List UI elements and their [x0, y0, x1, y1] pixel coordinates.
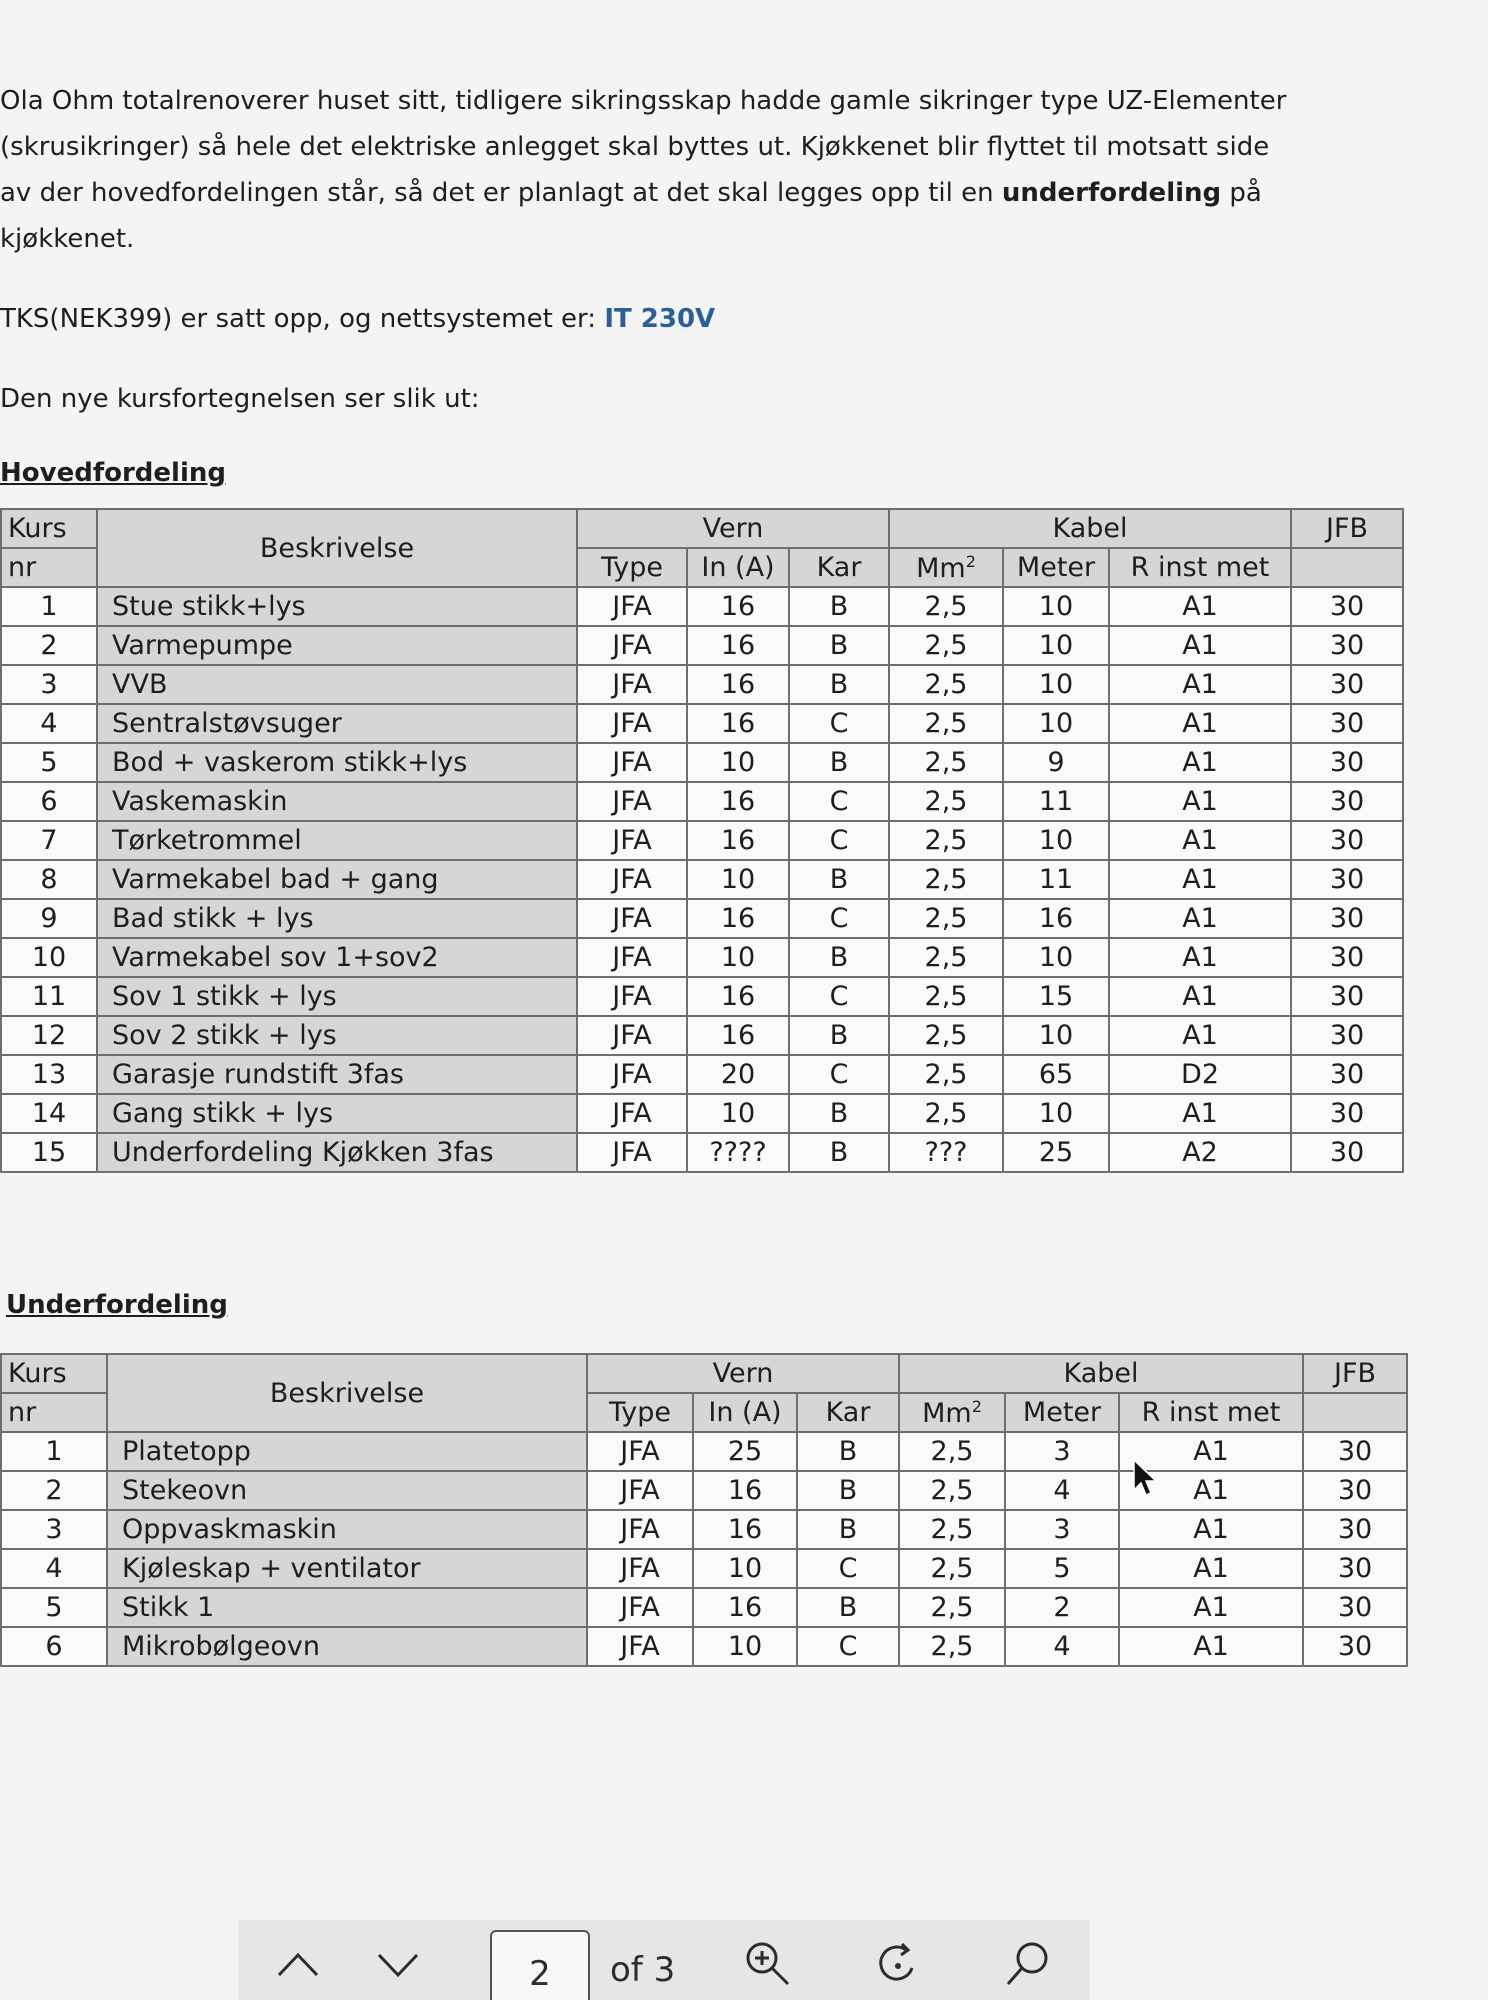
cell-in: 16 [687, 899, 789, 938]
cell-meter: 10 [1003, 704, 1109, 743]
cell-beskrivelse: Tørketrommel [97, 821, 577, 860]
cell-type: JFA [577, 1133, 687, 1172]
cell-type: JFA [577, 1055, 687, 1094]
header-kabel: Kabel [889, 509, 1291, 548]
cell-beskrivelse: Varmekabel sov 1+sov2 [97, 938, 577, 977]
cell-mm: 2,5 [889, 821, 1003, 860]
cell-mm: 2,5 [899, 1510, 1005, 1549]
header-rinst: R inst met [1119, 1393, 1303, 1432]
header-nr: nr [1, 1393, 107, 1432]
rotate-icon [872, 1938, 924, 1990]
header-kabel: Kabel [899, 1354, 1303, 1393]
cell-mm: 2,5 [899, 1627, 1005, 1666]
cell-meter: 4 [1005, 1471, 1119, 1510]
cell-beskrivelse: Varmepumpe [97, 626, 577, 665]
cell-mm: 2,5 [889, 782, 1003, 821]
cell-type: JFA [587, 1627, 693, 1666]
cell-in: ???? [687, 1133, 789, 1172]
cell-jfb: 30 [1291, 860, 1403, 899]
underfordeling-heading: Underfordeling [6, 1290, 228, 1320]
table-row [1, 1588, 1407, 1627]
cell-mm: 2,5 [889, 860, 1003, 899]
cell-kar: C [789, 782, 889, 821]
cell-meter: 10 [1003, 1094, 1109, 1133]
cell-type: JFA [587, 1471, 693, 1510]
cell-jfb: 30 [1291, 665, 1403, 704]
cell-kurs-nr: 1 [1, 587, 97, 626]
table-row [1, 743, 1403, 782]
cell-meter: 3 [1005, 1432, 1119, 1471]
cell-rinst: D2 [1109, 1055, 1291, 1094]
table-header-row [1, 509, 1403, 548]
cell-type: JFA [577, 899, 687, 938]
cell-meter: 16 [1003, 899, 1109, 938]
cell-in: 16 [693, 1471, 797, 1510]
cell-kar: B [789, 860, 889, 899]
table-row [1, 665, 1403, 704]
cell-kurs-nr: 9 [1, 899, 97, 938]
cell-beskrivelse: Garasje rundstift 3fas [97, 1055, 577, 1094]
cell-in: 16 [687, 665, 789, 704]
cell-mm: 2,5 [889, 1016, 1003, 1055]
header-in: In (A) [693, 1393, 797, 1432]
cell-type: JFA [577, 821, 687, 860]
cell-kar: C [789, 899, 889, 938]
zoom-in-button[interactable] [738, 1934, 798, 1994]
search-icon [1002, 1938, 1054, 1990]
previous-page-button[interactable] [268, 1934, 328, 1994]
cell-in: 10 [693, 1627, 797, 1666]
cell-kar: B [789, 1133, 889, 1172]
cell-kar: C [789, 977, 889, 1016]
cell-beskrivelse: Sov 1 stikk + lys [97, 977, 577, 1016]
cell-kurs-nr: 5 [1, 1588, 107, 1627]
cell-rinst: A1 [1109, 821, 1291, 860]
table-row [1, 1627, 1407, 1666]
table-row [1, 1510, 1407, 1549]
network-paragraph [0, 296, 1290, 342]
cell-type: JFA [577, 665, 687, 704]
cell-jfb: 30 [1291, 1133, 1403, 1172]
cell-jfb: 30 [1291, 1094, 1403, 1133]
cell-rinst: A1 [1109, 977, 1291, 1016]
network-system-value: IT 230V [604, 304, 716, 334]
cell-rinst: A1 [1119, 1588, 1303, 1627]
cell-type: JFA [577, 977, 687, 1016]
cell-jfb: 30 [1303, 1510, 1407, 1549]
cell-rinst: A1 [1109, 782, 1291, 821]
cell-kar: C [789, 704, 889, 743]
table-row [1, 1432, 1407, 1471]
cell-meter: 11 [1003, 860, 1109, 899]
cell-in: 10 [687, 938, 789, 977]
cell-kar: C [789, 821, 889, 860]
cell-mm: ??? [889, 1133, 1003, 1172]
cell-rinst: A1 [1109, 938, 1291, 977]
cell-meter: 11 [1003, 782, 1109, 821]
header-vern: Vern [577, 509, 889, 548]
cell-type: JFA [587, 1588, 693, 1627]
header-type: Type [577, 548, 687, 587]
chevron-up-icon [275, 1949, 321, 1979]
cell-meter: 10 [1003, 1016, 1109, 1055]
cell-meter: 10 [1003, 626, 1109, 665]
cell-beskrivelse: Sov 2 stikk + lys [97, 1016, 577, 1055]
cell-mm: 2,5 [889, 743, 1003, 782]
cell-beskrivelse: Vaskemaskin [97, 782, 577, 821]
header-jfb-empty [1291, 548, 1403, 587]
pdf-viewer-toolbar [238, 1920, 1090, 2000]
cell-mm: 2,5 [889, 626, 1003, 665]
header-kurs: Kurs [1, 1354, 107, 1393]
cell-jfb: 30 [1291, 899, 1403, 938]
search-button[interactable] [998, 1934, 1058, 1994]
cell-jfb: 30 [1291, 821, 1403, 860]
table-row [1, 1055, 1403, 1094]
intro-text: Ola Ohm totalrenoverer huset sitt, tidligere sikringsskap hadde gamle sikringer type UZ-Elementer (skrusikringer) så hele det elektriske anlegget skal byttes ut. Kjøkkenet blir flyttet til motsatt side av der hovedfordelingen står, så det er planlagt at det skal legges opp til en [0, 86, 1287, 208]
header-kurs: Kurs [1, 509, 97, 548]
cell-kurs-nr: 7 [1, 821, 97, 860]
cell-beskrivelse: Stikk 1 [107, 1588, 587, 1627]
chevron-down-icon [375, 1949, 421, 1979]
cell-type: JFA [577, 626, 687, 665]
header-vern: Vern [587, 1354, 899, 1393]
cell-beskrivelse: Bad stikk + lys [97, 899, 577, 938]
cell-rinst: A1 [1119, 1627, 1303, 1666]
mouse-cursor-icon [1132, 1458, 1162, 1498]
cell-mm: 2,5 [889, 587, 1003, 626]
cell-kurs-nr: 1 [1, 1432, 107, 1471]
cell-kurs-nr: 12 [1, 1016, 97, 1055]
table-row [1, 704, 1403, 743]
cell-rinst: A1 [1119, 1549, 1303, 1588]
cell-jfb: 30 [1291, 1055, 1403, 1094]
cell-mm: 2,5 [899, 1471, 1005, 1510]
header-kar: Kar [789, 548, 889, 587]
cell-in: 20 [687, 1055, 789, 1094]
table-row [1, 860, 1403, 899]
table-row [1, 1094, 1403, 1133]
cell-kar: B [789, 743, 889, 782]
cell-in: 16 [693, 1588, 797, 1627]
cell-beskrivelse: Varmekabel bad + gang [97, 860, 577, 899]
cell-jfb: 30 [1303, 1627, 1407, 1666]
cell-beskrivelse: Kjøleskap + ventilator [107, 1549, 587, 1588]
cell-mm: 2,5 [889, 665, 1003, 704]
intro-bold-text: underfordeling [1001, 178, 1222, 208]
cell-in: 16 [687, 626, 789, 665]
cell-rinst: A2 [1109, 1133, 1291, 1172]
header-kar: Kar [797, 1393, 899, 1432]
cell-rinst: A1 [1109, 626, 1291, 665]
cell-meter: 25 [1003, 1133, 1109, 1172]
cell-kurs-nr: 4 [1, 1549, 107, 1588]
cell-meter: 15 [1003, 977, 1109, 1016]
cell-in: 16 [687, 782, 789, 821]
header-meter: Meter [1005, 1393, 1119, 1432]
cell-mm: 2,5 [899, 1588, 1005, 1627]
header-mm: Mm$^2$ [899, 1393, 1005, 1432]
network-text: TKS(NEK399) er satt opp, og nettsystemet er: [0, 304, 597, 334]
cell-rinst: A1 [1119, 1432, 1303, 1471]
cell-type: JFA [577, 860, 687, 899]
cell-kurs-nr: 6 [1, 782, 97, 821]
cell-in: 16 [693, 1510, 797, 1549]
cell-meter: 4 [1005, 1627, 1119, 1666]
header-jfb-empty [1303, 1393, 1407, 1432]
cell-kar: C [797, 1549, 899, 1588]
cell-meter: 10 [1003, 587, 1109, 626]
header-beskrivelse: Beskrivelse [97, 509, 577, 587]
header-beskrivelse: Beskrivelse [107, 1354, 587, 1432]
cell-beskrivelse: Stekeovn [107, 1471, 587, 1510]
cell-in: 16 [687, 977, 789, 1016]
cell-meter: 9 [1003, 743, 1109, 782]
table-row [1, 821, 1403, 860]
cell-kurs-nr: 2 [1, 1471, 107, 1510]
cell-mm: 2,5 [889, 1055, 1003, 1094]
header-rinst: R inst met [1109, 548, 1291, 587]
cell-rinst: A1 [1119, 1471, 1303, 1510]
cell-rinst: A1 [1109, 1094, 1291, 1133]
cell-meter: 10 [1003, 938, 1109, 977]
hovedfordeling-heading: Hovedfordeling [0, 458, 227, 488]
cell-meter: 10 [1003, 665, 1109, 704]
cell-kar: B [797, 1510, 899, 1549]
cell-beskrivelse: Mikrobølgeovn [107, 1627, 587, 1666]
cell-meter: 5 [1005, 1549, 1119, 1588]
next-page-button[interactable] [368, 1934, 428, 1994]
cell-in: 10 [687, 743, 789, 782]
cell-in: 16 [687, 1016, 789, 1055]
page-number-input[interactable]: 2 [490, 1930, 590, 2000]
cell-kurs-nr: 14 [1, 1094, 97, 1133]
list-intro-paragraph: Den nye kursfortegnelsen ser slik ut: [0, 384, 480, 414]
cell-kar: B [789, 665, 889, 704]
cell-rinst: A1 [1109, 1016, 1291, 1055]
underfordeling-table [0, 1353, 1408, 1667]
cell-meter: 10 [1003, 821, 1109, 860]
table-row [1, 782, 1403, 821]
cell-in: 25 [693, 1432, 797, 1471]
cell-beskrivelse: Bod + vaskerom stikk+lys [97, 743, 577, 782]
cell-kurs-nr: 3 [1, 1510, 107, 1549]
cell-kar: B [789, 626, 889, 665]
header-jfb: JFB [1303, 1354, 1407, 1393]
cell-kurs-nr: 2 [1, 626, 97, 665]
cell-jfb: 30 [1291, 626, 1403, 665]
cell-type: JFA [577, 1094, 687, 1133]
cell-kurs-nr: 11 [1, 977, 97, 1016]
intro-text-end: på kjøkkenet. [0, 178, 1262, 254]
table-row [1, 899, 1403, 938]
cell-meter: 3 [1005, 1510, 1119, 1549]
cell-mm: 2,5 [889, 704, 1003, 743]
cell-kurs-nr: 15 [1, 1133, 97, 1172]
table-row [1, 977, 1403, 1016]
header-mm: Mm$^2$ [889, 548, 1003, 587]
cell-kurs-nr: 3 [1, 665, 97, 704]
table-row [1, 626, 1403, 665]
cell-kurs-nr: 5 [1, 743, 97, 782]
cell-type: JFA [587, 1432, 693, 1471]
cell-jfb: 30 [1303, 1549, 1407, 1588]
cell-type: JFA [577, 938, 687, 977]
cell-kar: B [789, 938, 889, 977]
cell-meter: 2 [1005, 1588, 1119, 1627]
cell-type: JFA [577, 782, 687, 821]
cell-in: 10 [687, 1094, 789, 1133]
cell-rinst: A1 [1119, 1510, 1303, 1549]
cell-kurs-nr: 4 [1, 704, 97, 743]
page-count: of 3 [610, 1950, 676, 1990]
intro-paragraph [0, 78, 1290, 262]
cell-jfb: 30 [1291, 587, 1403, 626]
cell-beskrivelse: Underfordeling Kjøkken 3fas [97, 1133, 577, 1172]
table-header-row [1, 1354, 1407, 1393]
cell-beskrivelse: Platetopp [107, 1432, 587, 1471]
header-jfb: JFB [1291, 509, 1403, 548]
table-row [1, 1133, 1403, 1172]
cell-kurs-nr: 13 [1, 1055, 97, 1094]
cell-rinst: A1 [1109, 704, 1291, 743]
cell-meter: 65 [1003, 1055, 1109, 1094]
table-row [1, 587, 1403, 626]
cell-rinst: A1 [1109, 743, 1291, 782]
cell-type: JFA [577, 743, 687, 782]
cell-in: 16 [687, 587, 789, 626]
cell-beskrivelse: Stue stikk+lys [97, 587, 577, 626]
cell-jfb: 30 [1291, 938, 1403, 977]
table-row [1, 938, 1403, 977]
cell-rinst: A1 [1109, 860, 1291, 899]
cell-beskrivelse: VVB [97, 665, 577, 704]
cell-mm: 2,5 [889, 1094, 1003, 1133]
cell-mm: 2,5 [889, 977, 1003, 1016]
cell-jfb: 30 [1303, 1588, 1407, 1627]
header-in: In (A) [687, 548, 789, 587]
cell-in: 10 [687, 860, 789, 899]
cell-jfb: 30 [1303, 1471, 1407, 1510]
cell-type: JFA [587, 1549, 693, 1588]
cell-mm: 2,5 [889, 899, 1003, 938]
table-row [1, 1471, 1407, 1510]
hovedfordeling-table [0, 508, 1404, 1173]
header-type: Type [587, 1393, 693, 1432]
cell-kar: B [797, 1432, 899, 1471]
cell-kar: B [797, 1588, 899, 1627]
cell-rinst: A1 [1109, 665, 1291, 704]
cell-beskrivelse: Sentralstøvsuger [97, 704, 577, 743]
cell-kar: B [789, 587, 889, 626]
cell-jfb: 30 [1291, 782, 1403, 821]
cell-beskrivelse: Oppvaskmaskin [107, 1510, 587, 1549]
cell-mm: 2,5 [889, 938, 1003, 977]
cell-kar: C [789, 1055, 889, 1094]
header-nr: nr [1, 548, 97, 587]
cell-type: JFA [577, 1016, 687, 1055]
cell-jfb: 30 [1291, 977, 1403, 1016]
cell-type: JFA [587, 1510, 693, 1549]
cell-kurs-nr: 6 [1, 1627, 107, 1666]
cell-kar: B [797, 1471, 899, 1510]
cell-rinst: A1 [1109, 587, 1291, 626]
cell-mm: 2,5 [899, 1432, 1005, 1471]
cell-in: 16 [687, 821, 789, 860]
cell-type: JFA [577, 704, 687, 743]
zoom-in-icon [742, 1938, 794, 1990]
rotate-button[interactable] [868, 1934, 928, 1994]
cell-jfb: 30 [1303, 1432, 1407, 1471]
cell-mm: 2,5 [899, 1549, 1005, 1588]
cell-in: 16 [687, 704, 789, 743]
table-row [1, 1549, 1407, 1588]
cell-jfb: 30 [1291, 743, 1403, 782]
cell-type: JFA [577, 587, 687, 626]
cell-kurs-nr: 8 [1, 860, 97, 899]
table-row [1, 1016, 1403, 1055]
cell-kar: B [789, 1016, 889, 1055]
cell-in: 10 [693, 1549, 797, 1588]
cell-beskrivelse: Gang stikk + lys [97, 1094, 577, 1133]
cell-kar: B [789, 1094, 889, 1133]
cell-kurs-nr: 10 [1, 938, 97, 977]
cell-rinst: A1 [1109, 899, 1291, 938]
cell-kar: C [797, 1627, 899, 1666]
cell-jfb: 30 [1291, 704, 1403, 743]
header-meter: Meter [1003, 548, 1109, 587]
cell-jfb: 30 [1291, 1016, 1403, 1055]
